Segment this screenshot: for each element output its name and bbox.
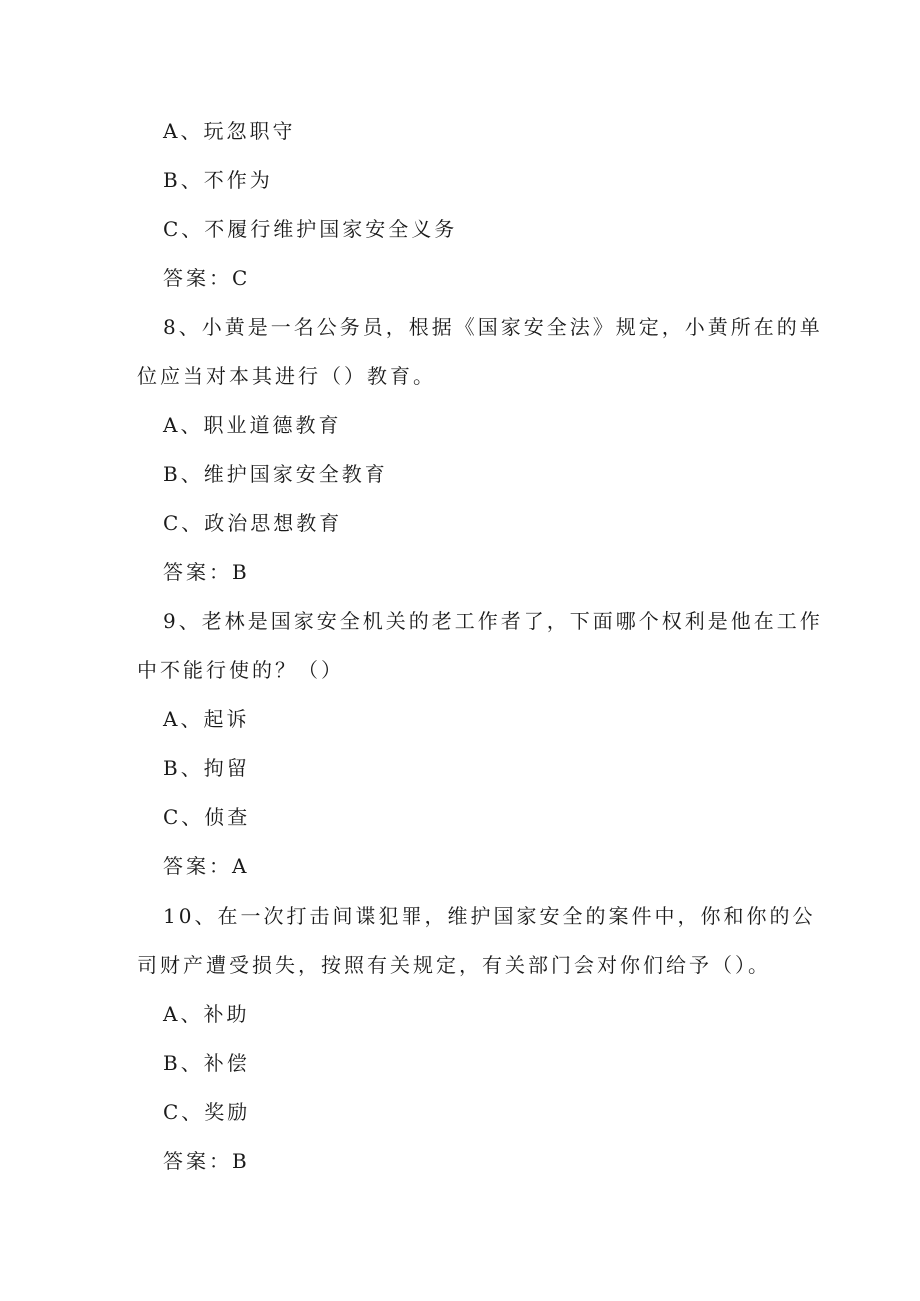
- q7-option-b: B、不作为: [163, 168, 273, 192]
- q8-question-line1: 8、小黄是一名公务员，根据《国家安全法》规定，小黄所在的单: [163, 315, 823, 339]
- q10-option-a: A、补助: [163, 1002, 250, 1026]
- q7-option-a: A、玩忽职守: [163, 119, 296, 143]
- q7-option-c: C、不履行维护国家安全义务: [163, 217, 458, 241]
- q8-option-a: A、职业道德教育: [163, 413, 342, 437]
- q8-option-c: C、政治思想教育: [163, 511, 343, 535]
- q8-question-line2: 位应当对本其进行（）教育。: [137, 364, 436, 388]
- q9-answer: 答案：A: [163, 854, 250, 878]
- q10-question-line2: 司财产遭受损失，按照有关规定，有关部门会对你们给予（）。: [137, 953, 771, 977]
- q8-answer: 答案：B: [163, 560, 250, 584]
- q9-option-c: C、侦查: [163, 805, 251, 829]
- q10-question-line1: 10、在一次打击间谍犯罪，维护国家安全的案件中，你和你的公: [163, 904, 816, 928]
- q7-answer: 答案：C: [163, 266, 251, 290]
- q9-question-line1: 9、老林是国家安全机关的老工作者了，下面哪个权利是他在工作: [163, 609, 823, 633]
- q9-option-a: A、起诉: [163, 707, 250, 731]
- q10-answer: 答案：B: [163, 1149, 250, 1173]
- q10-option-c: C、奖励: [163, 1100, 251, 1124]
- q10-option-b: B、补偿: [163, 1051, 250, 1075]
- q9-option-b: B、拘留: [163, 756, 250, 780]
- q8-option-b: B、维护国家安全教育: [163, 462, 388, 486]
- q9-question-line2: 中不能行使的？（）: [137, 658, 344, 682]
